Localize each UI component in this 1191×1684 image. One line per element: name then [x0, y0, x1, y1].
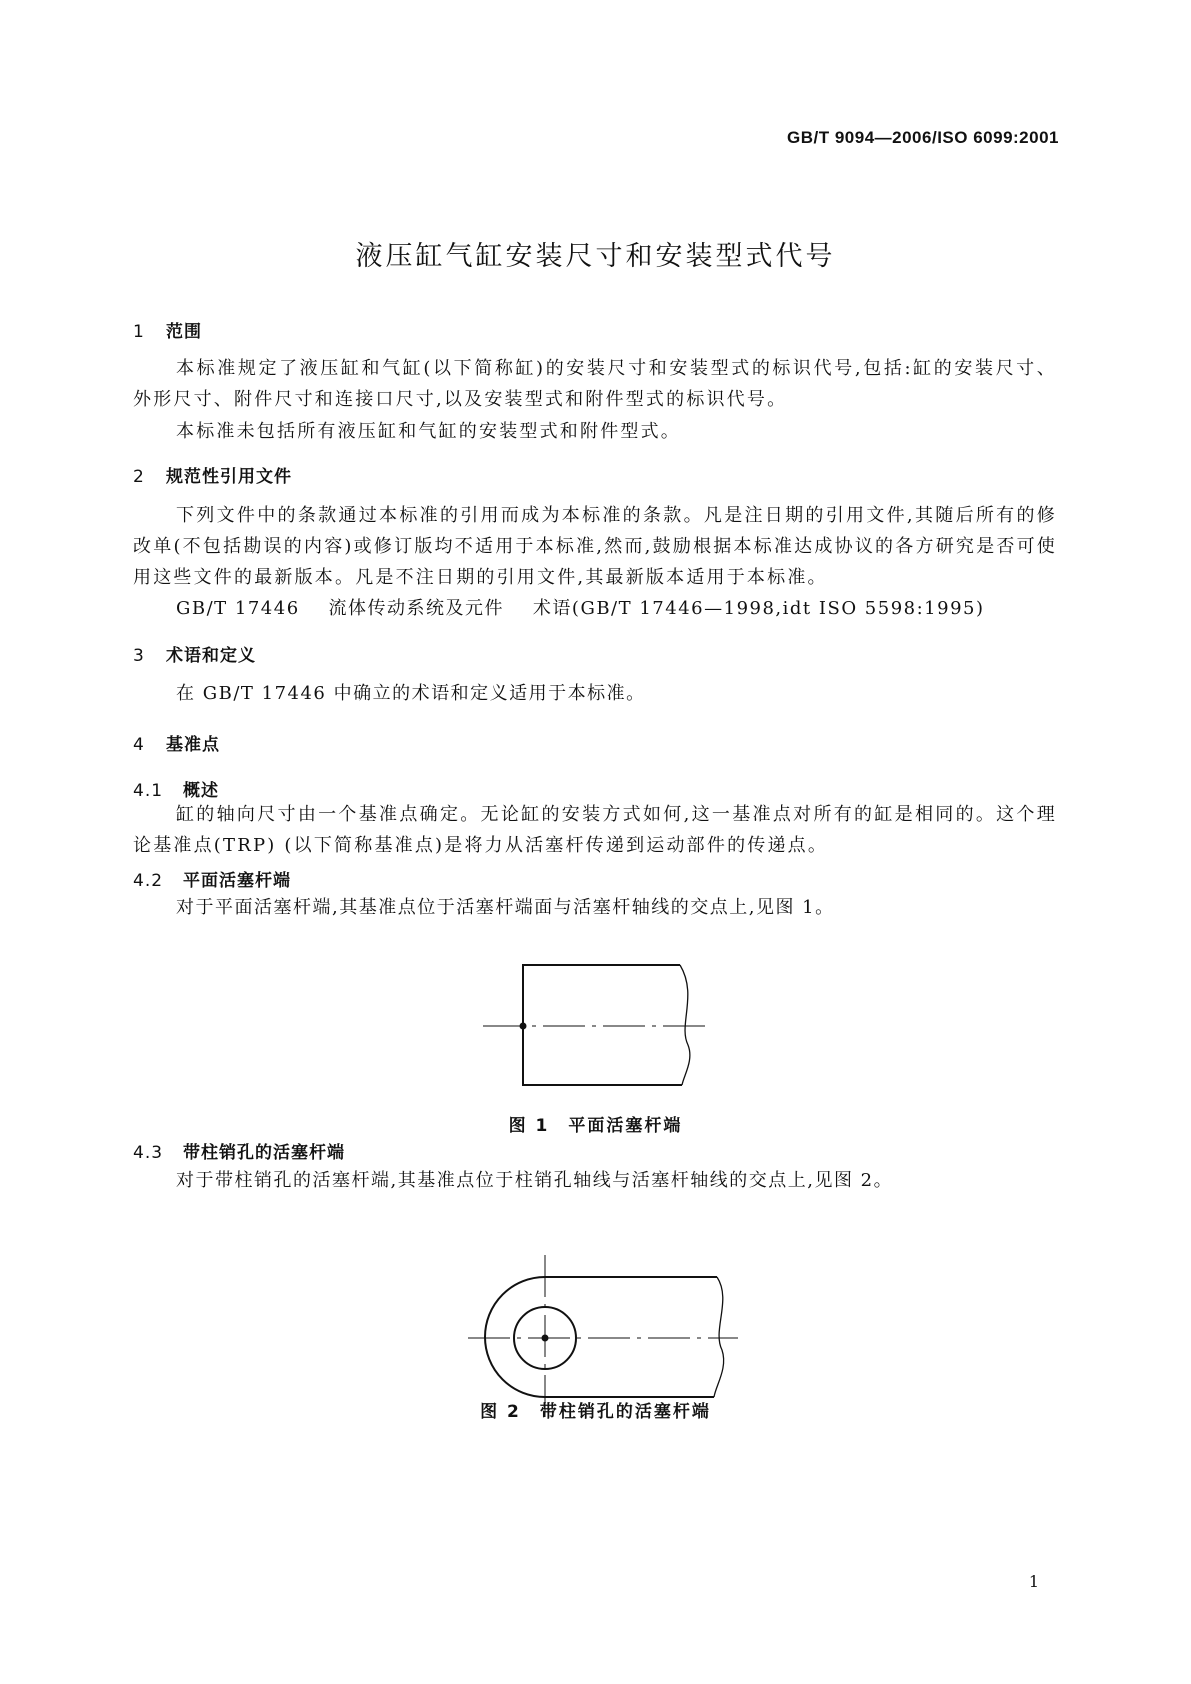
rod-end-outline: [485, 1277, 717, 1397]
section-4-1-paragraph-1: 缸的轴向尺寸由一个基准点确定。无论缸的安装方式如何,这一基准点对所有的缸是相同的。这个理论基准点(TRP) (以下简称基准点)是将力从活塞杆传递到运动部件的传递点。: [133, 804, 1057, 856]
section-2-paragraph-1: 下列文件中的条款通过本标准的引用而成为本标准的条款。凡是注日期的引用文件,其随后所有的修改单(不包括勘误的内容)或修订版均不适用于本标准,然而,鼓励根据本标准达成协议的各方研究是否可使用这些文件的最新版本。凡是不注日期的引用文件,其最新版本适用于本标准。: [133, 505, 1057, 588]
standard-code-header: GB/T 9094—2006/ISO 6099:2001: [787, 128, 1059, 147]
figure-2-caption: 图 2 带柱销孔的活塞杆端: [480, 1402, 711, 1422]
section-4-3-paragraph-1: 对于带柱销孔的活塞杆端,其基准点位于柱销孔轴线与活塞杆轴线的交点上,见图 2。: [176, 1170, 894, 1191]
section-number: 3: [133, 646, 145, 666]
section-title: 基准点: [166, 735, 220, 755]
reference-point: [542, 1335, 549, 1342]
break-line: [680, 965, 690, 1085]
break-line: [714, 1277, 724, 1397]
reference-point: [520, 1023, 527, 1030]
section-title: 范围: [166, 322, 202, 342]
section-1-paragraph-1: 本标准规定了液压缸和气缸(以下简称缸)的安装尺寸和安装型式的标识代号,包括:缸的安装尺寸、外形尺寸、附件尺寸和连接口尺寸,以及安装型式和附件型式的标识代号。: [133, 358, 1057, 410]
section-3-paragraph-1: 在 GB/T 17446 中确立的术语和定义适用于本标准。: [176, 683, 646, 704]
document-title: 液压缸气缸安装尺寸和安装型式代号: [355, 241, 836, 272]
section-number: 4.2: [133, 871, 164, 891]
page-number: 1: [1028, 1572, 1039, 1591]
section-number: 4.1: [133, 781, 164, 801]
normative-reference: GB/T 17446 流体传动系统及元件 术语(GB/T 17446—1998,idt ISO 5598:1995): [176, 598, 985, 619]
figure-2-pin-hole-rod-end: [468, 1255, 738, 1420]
section-1-paragraph-2: 本标准未包括所有液压缸和气缸的安装型式和附件型式。: [176, 421, 681, 442]
section-title: 带柱销孔的活塞杆端: [183, 1143, 345, 1163]
figure-1-caption: 图 1 平面活塞杆端: [508, 1116, 683, 1136]
section-title: 概述: [183, 781, 219, 801]
rod-outline: [523, 965, 682, 1085]
section-number: 1: [133, 322, 145, 342]
figure-1-flat-rod-end: [483, 965, 706, 1085]
section-number: 2: [133, 467, 145, 487]
section-title: 平面活塞杆端: [183, 871, 291, 891]
section-number: 4: [133, 735, 145, 755]
section-number: 4.3: [133, 1143, 164, 1163]
section-title: 术语和定义: [166, 646, 256, 666]
section-4-2-paragraph-1: 对于平面活塞杆端,其基准点位于活塞杆端面与活塞杆轴线的交点上,见图 1。: [176, 897, 835, 918]
section-title: 规范性引用文件: [166, 467, 292, 487]
